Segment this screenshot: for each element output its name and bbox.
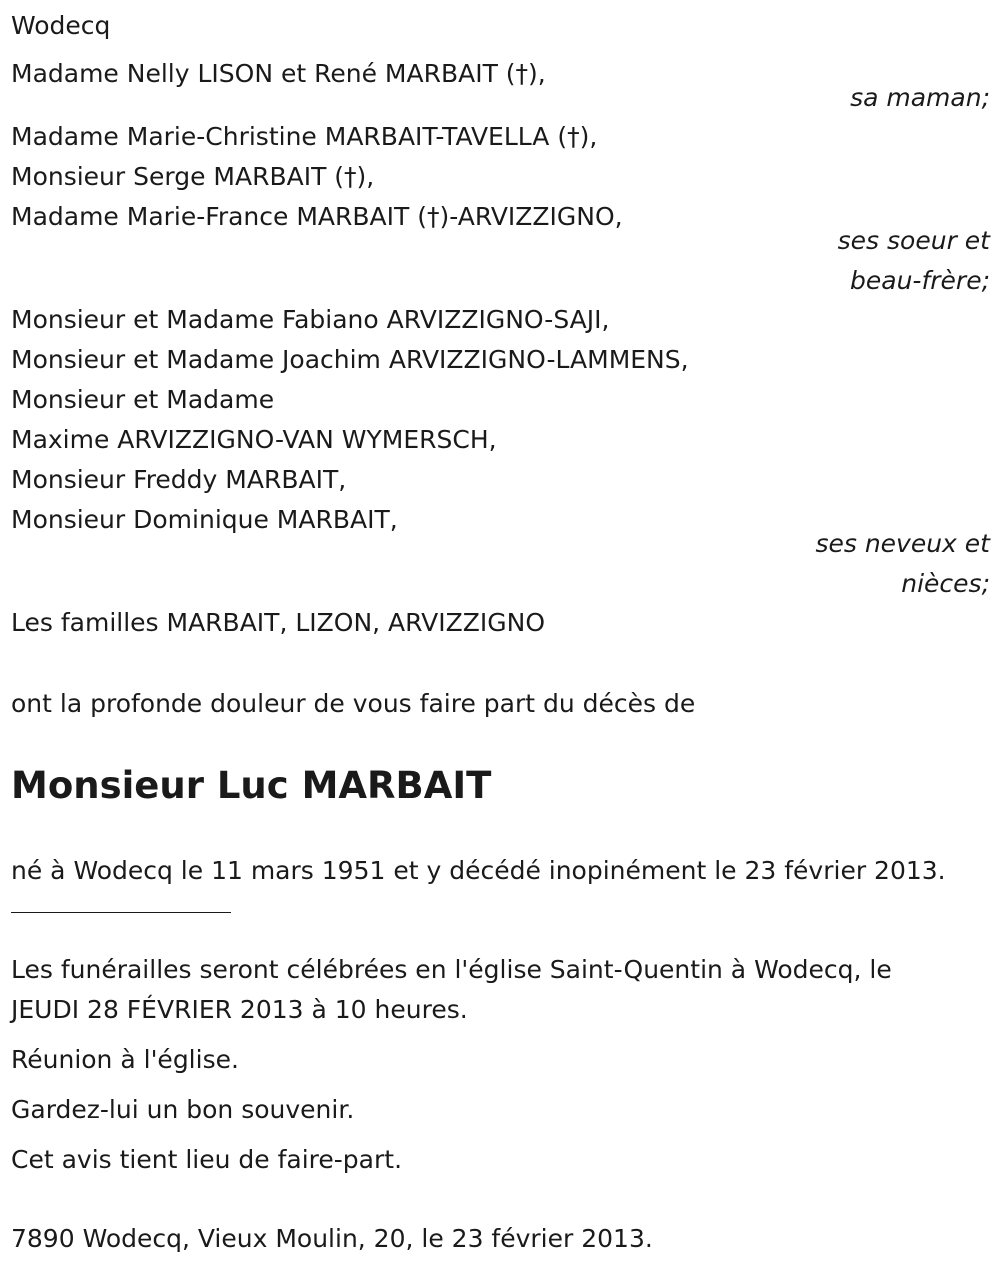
relation-label: ses soeur et: [837, 226, 990, 255]
birth-death-text: né à Wodecq le 11 mars 1951 et y décédé inopinément le 23 février 2013.: [11, 856, 946, 885]
announcement-text: ont la profonde douleur de vous faire part du décès de: [11, 689, 696, 718]
family-member-line: Monsieur Serge MARBAIT (†),: [11, 162, 375, 191]
address-line: 7890 Wodecq, Vieux Moulin, 20, le 23 février 2013.: [11, 1224, 653, 1253]
separator-line: [11, 912, 231, 913]
family-member-line: Monsieur Dominique MARBAIT,: [11, 505, 398, 534]
funeral-date: JEUDI 28 FÉVRIER 2013 à 10 heures.: [11, 995, 468, 1024]
relation-label: ses neveux et: [815, 529, 990, 558]
family-member-line: Monsieur Freddy MARBAIT,: [11, 465, 347, 494]
family-member-line: Madame Nelly LISON et René MARBAIT (†),: [11, 59, 546, 88]
meeting-text: Réunion à l'église.: [11, 1045, 239, 1074]
location-heading: Wodecq: [11, 11, 111, 40]
other-families: Les familles MARBAIT, LIZON, ARVIZZIGNO: [11, 608, 545, 637]
family-member-line: Monsieur et Madame Fabiano ARVIZZIGNO-SAJI,: [11, 305, 610, 334]
relation-label: nièces;: [901, 569, 990, 598]
family-member-line: Maxime ARVIZZIGNO-VAN WYMERSCH,: [11, 425, 497, 454]
deceased-name: Monsieur Luc MARBAIT: [11, 764, 492, 807]
relation-label: beau-frère;: [850, 266, 990, 295]
family-member-line: Monsieur et Madame: [11, 385, 275, 414]
family-member-line: Madame Marie-Christine MARBAIT-TAVELLA (†),: [11, 122, 598, 151]
remember-text: Gardez-lui un bon souvenir.: [11, 1095, 355, 1124]
family-member-line: Madame Marie-France MARBAIT (†)-ARVIZZIGNO,: [11, 202, 623, 231]
funeral-text: Les funérailles seront célébrées en l'église Saint-Quentin à Wodecq, le: [11, 955, 892, 984]
family-member-line: Monsieur et Madame Joachim ARVIZZIGNO-LAMMENS,: [11, 345, 689, 374]
notice-text: Cet avis tient lieu de faire-part.: [11, 1145, 403, 1174]
relation-label: sa maman;: [850, 83, 990, 112]
